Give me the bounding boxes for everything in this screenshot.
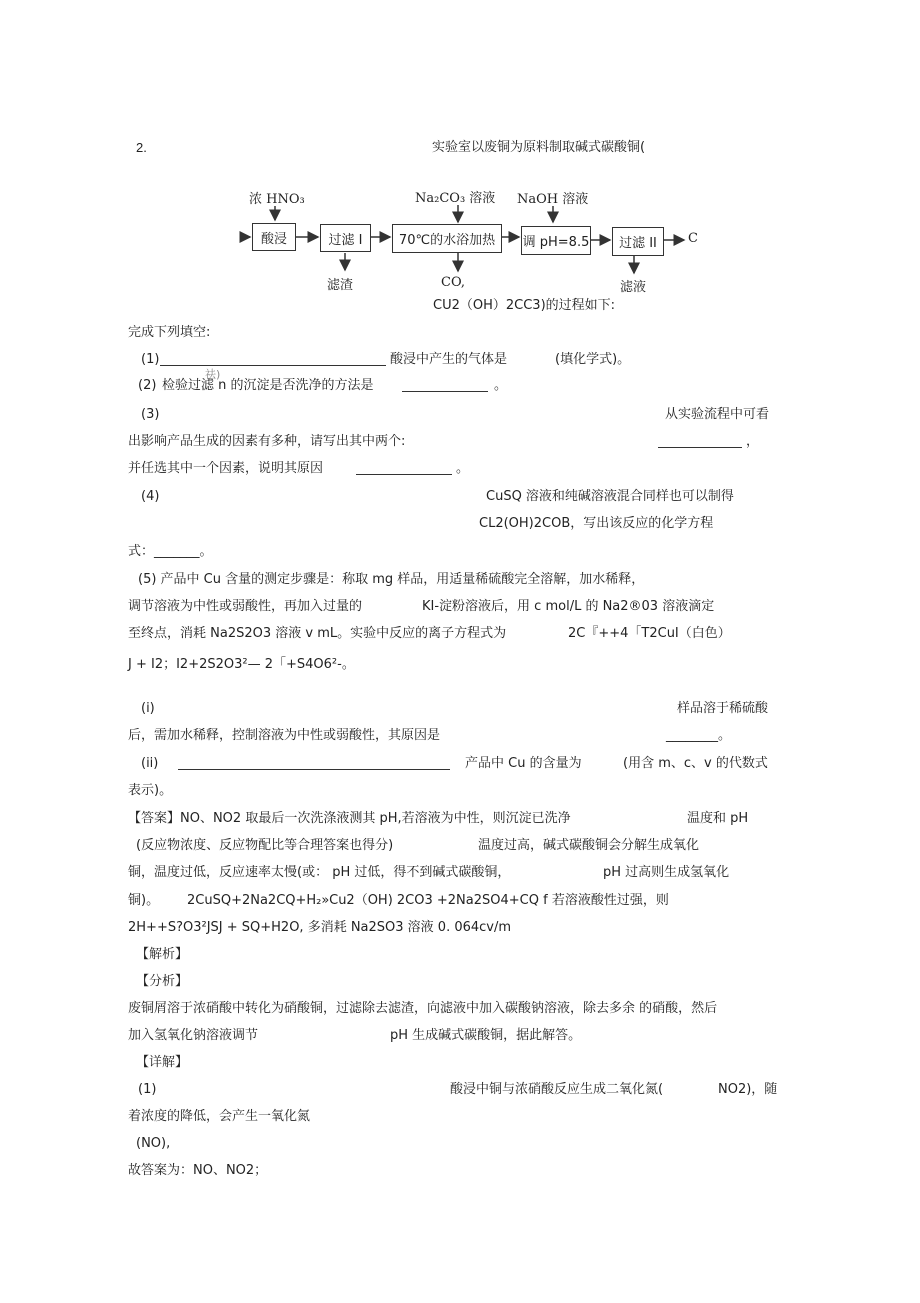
fill-prompt: 完成下列填空: xyxy=(128,325,211,340)
qii-text-mid: 产品中 Cu 的含量为 xyxy=(465,756,582,771)
section-jiexi: 【解析】 xyxy=(136,947,189,962)
flowchart-arrows xyxy=(0,0,920,300)
q5-line4: J + I2；I2+2S2O3²— 2「+S4O6²-。 xyxy=(128,657,355,672)
q2-end: 。 xyxy=(494,378,508,393)
answer-line4b: 2CuSQ+2Na2CQ+H₂»Cu2（OH) 2CO3 +2Na2SO4+CQ f 若溶液酸性过强，则 xyxy=(187,893,669,908)
q4-text-right: CuSQ 溶液和纯碱溶液混合同样也可以制得 xyxy=(486,489,734,504)
analysis-body2b: pH 生成碱式碳酸铜，据此解答。 xyxy=(390,1028,582,1043)
flow-output-residue: 滤渣 xyxy=(327,278,354,293)
q5-line2a: 调节溶液为中性或弱酸性，再加入过量的 xyxy=(128,599,363,614)
analysis-body1: 废铜屑溶于浓硝酸中转化为硝酸铜，过滤除去滤渣，向滤液中加入碳酸钠溶液，除去多余 的硝酸，然后 xyxy=(128,1001,718,1016)
q3-line2-end: ， xyxy=(746,434,760,449)
q1-blank[interactable] xyxy=(160,365,386,366)
flow-box-filter-1: 过滤 I xyxy=(320,224,371,252)
qii-label: (ii) xyxy=(141,756,159,771)
flow-output-filtrate: 滤液 xyxy=(620,280,647,295)
flow-input-na2co3: Na₂CO₃ 溶液 xyxy=(415,191,496,206)
answer-line1b: 温度和 pH xyxy=(687,811,749,826)
answer-line3a: 铜，温度过低，反应速率太慢(或： pH 过低，得不到碱式碳酸铜， xyxy=(128,865,511,880)
answer-line4a: 铜)。 xyxy=(128,893,160,908)
detail1-no2: NO2)，随 xyxy=(718,1082,778,1097)
q5-line3b: 2C『++4「T2CuI（白色） xyxy=(568,626,731,641)
detail1-text-right: 酸浸中铜与浓硝酸反应生成二氧化氮( xyxy=(450,1082,664,1097)
q4-line2: CL2(OH)2COB，写出该反应的化学方程 xyxy=(479,516,714,531)
flow-box-adjust-ph: 调 pH=8.5 xyxy=(521,226,591,255)
question-intro-formula: CU2（OH）2CC3)的过程如下: xyxy=(433,298,616,313)
qii-blank[interactable] xyxy=(178,769,450,770)
q5-line1: (5) 产品中 Cu 含量的测定步骤是：称取 mg 样品，用适量稀硫酸完全溶解，加水稀释， xyxy=(138,572,645,587)
q2-label: (2) xyxy=(138,378,157,393)
qi-label: (i) xyxy=(141,701,155,716)
detail1-line4: 故答案为：NO、NO2； xyxy=(128,1163,268,1178)
qi-text-right: 样品溶于稀硫酸 xyxy=(677,701,769,716)
flow-input-naoh: NaOH 溶液 xyxy=(517,192,589,207)
qii-line2: 表示)。 xyxy=(128,783,173,798)
answer-line1a: 【答案】NO、NO2 取最后一次洗涤液测其 pH,若溶液为中性，则沉淀已洗净 xyxy=(128,811,571,826)
q5-line3a: 至终点，消耗 Na2S2O3 溶液 v mL。实验中反应的离子方程式为 xyxy=(128,626,507,641)
flow-box-water-bath: 70℃的水浴加热 xyxy=(392,224,502,253)
answer-line3b: pH 过高则生成氢氧化 xyxy=(603,865,730,880)
q1-label: (1) xyxy=(141,352,160,367)
section-fenxi: 【分析】 xyxy=(136,974,189,989)
q2-overlap-mark: 祛) xyxy=(205,368,221,381)
detail1-line3: (NO), xyxy=(136,1136,171,1151)
answer-line2b: 温度过高，碱式碳酸铜会分解生成氧化 xyxy=(478,838,700,853)
section-xiangjie: 【详解】 xyxy=(136,1055,189,1070)
question-number: 2. xyxy=(136,140,147,155)
q3-line2: 出影响产品生成的因素有多种，请写出其中两个: xyxy=(128,434,406,449)
q3-line3-end: 。 xyxy=(456,461,470,476)
flow-output-co2: CO, xyxy=(441,275,465,290)
q4-line3: 式：_______。 xyxy=(128,544,213,559)
q3-label: (3) xyxy=(141,407,160,422)
qi-line2: 后，需加水稀释，控制溶液为中性或弱酸性，其原因是 xyxy=(128,728,441,743)
q2-blank[interactable] xyxy=(402,391,488,392)
question-intro: 实验室以废铜为原料制取碱式碳酸铜( xyxy=(432,140,646,155)
q1-hint: (填化学式)。 xyxy=(555,352,631,367)
flow-output-end: C xyxy=(688,231,698,246)
q2-text: 检验过滤 n 的沉淀是否洗净的方法是 xyxy=(162,378,374,393)
analysis-body2a: 加入氢氧化钠溶液调节 xyxy=(128,1028,259,1043)
q3-line3: 并任选其中一个因素，说明其原因 xyxy=(128,461,324,476)
flow-box-filter-2: 过滤 II xyxy=(612,227,664,256)
flow-input-hno3: 浓 HNO₃ xyxy=(249,192,305,207)
q3-blank-factors[interactable] xyxy=(658,447,742,448)
qii-text-right: (用含 m、c、v 的代数式 xyxy=(623,756,768,771)
q1-text: 酸浸中产生的气体是 xyxy=(390,352,508,367)
flow-box-acid-leach: 酸浸 xyxy=(252,223,296,251)
qi-line2-end: ________。 xyxy=(666,728,732,743)
answer-line2a: (反应物浓度、反应物配比等合理答案也得分) xyxy=(136,838,394,853)
answer-line5: 2H++S?O3²JSJ + SQ+H2O, 多消耗 Na2SO3 溶液 0. 064cv/m xyxy=(128,920,512,935)
detail1-line2: 着浓度的降低，会产生一氧化氮 xyxy=(128,1109,311,1124)
q3-text-right: 从实验流程中可看 xyxy=(665,407,770,422)
q3-blank-reason[interactable] xyxy=(356,474,452,475)
q5-line2b: KI-淀粉溶液后，用 c mol/L 的 Na2®03 溶液滴定 xyxy=(422,599,715,614)
detail1-label: (1) xyxy=(138,1082,157,1097)
q4-label: (4) xyxy=(141,489,160,504)
